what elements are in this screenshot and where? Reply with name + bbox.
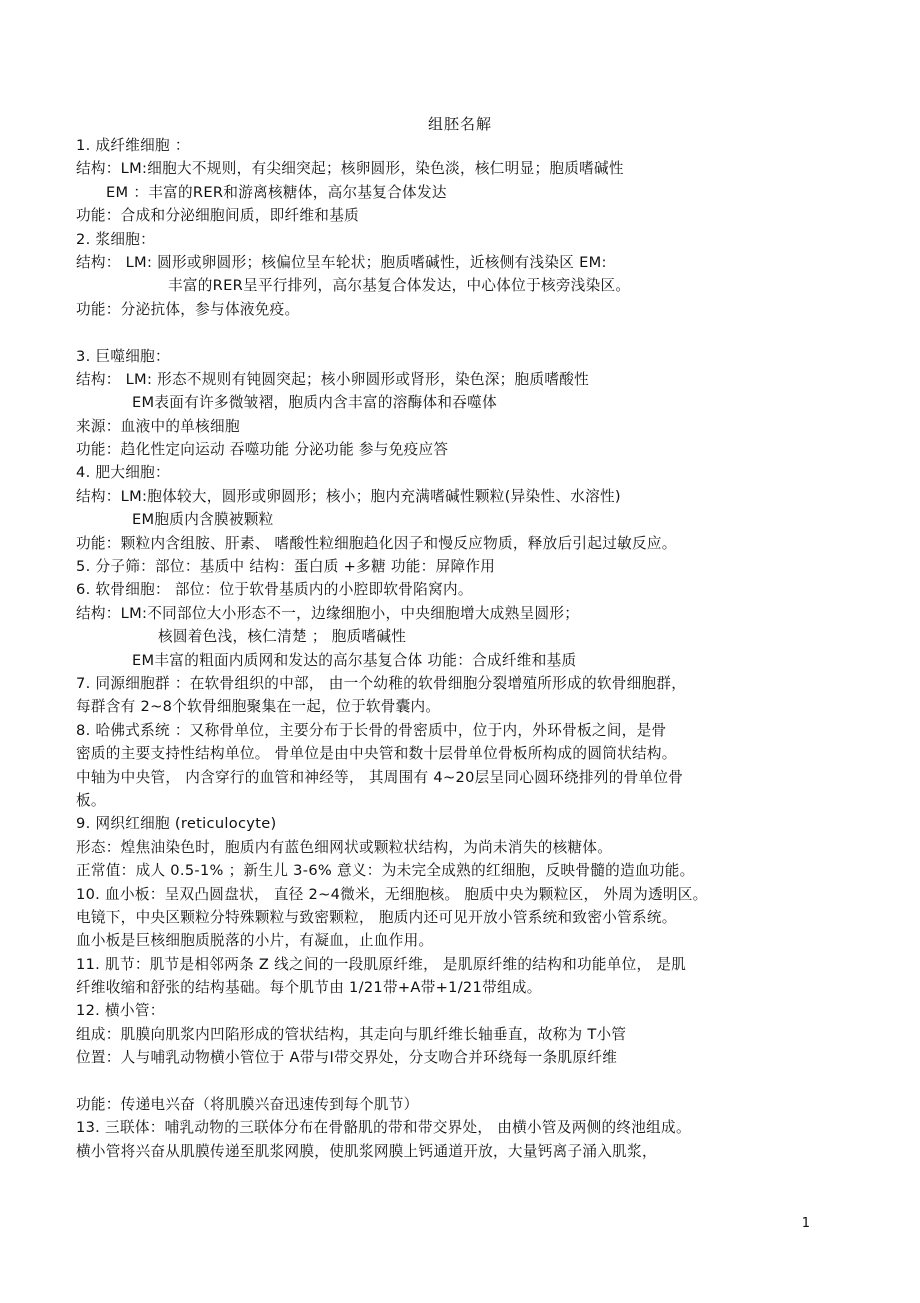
text-line: 功能：颗粒内含组胺、肝素、 嗜酸性粒细胞趋化因子和慢反应物质，释放后引起过敏反应。 [76, 534, 677, 552]
document-body [76, 134, 876, 1163]
text-line: 13. 三联体：哺乳动物的三联体分布在骨骼肌的带和带交界处， 由横小管及两侧的终池组成。 [76, 1119, 691, 1137]
text-line: 功能：合成和分泌细胞间质，即纤维和基质 [76, 207, 359, 225]
text-line: 中轴为中央管， 内含穿行的血管和神经等， 其周围有 4~20层呈同心圆环绕排列的骨单位骨 [76, 768, 684, 786]
text-line: 核圆着色浅，核仁清楚 ； 胞质嗜碱性 [158, 628, 407, 646]
page-number: 1 [801, 1216, 810, 1231]
text-line: EM表面有许多微皱褶，胞质内含丰富的溶酶体和吞噬体 [132, 394, 497, 412]
text-line: 9. 网织红细胞 (reticulocyte) [76, 815, 277, 833]
text-line: 密质的主要支持性结构单位。 骨单位是由中央管和数十层骨单位骨板所构成的圆筒状结构。 [76, 745, 677, 763]
text-line: 正常值：成人 0.5-1% ；新生儿 3-6% 意义：为未完全成熟的红细胞，反映骨髓的造血功能。 [76, 862, 695, 880]
text-line: EM ：丰富的RER和游离核糖体，高尔基复合体发达 [106, 183, 447, 201]
text-line: 功能：分泌抗体，参与体液免疫。 [76, 300, 300, 318]
text-line: 10. 血小板：呈双凸圆盘状， 直径 2~4微米，无细胞核。 胞质中央为颗粒区， 外周为透明区。 [76, 885, 708, 903]
text-line: EM胞质内含膜被颗粒 [132, 511, 274, 529]
text-line: 11. 肌节：肌节是相邻两条 Z 线之间的一段肌原纤维， 是肌原纤维的结构和功能单位， 是肌 [76, 955, 687, 973]
text-line: 丰富的RER呈平行排列，高尔基复合体发达，中心体位于核旁浅染区。 [168, 277, 631, 295]
text-line: EM丰富的粗面内质网和发达的高尔基复合体 功能：合成纤维和基质 [132, 651, 577, 669]
text-line: 板。 [76, 791, 106, 809]
text-line: 结构：LM:胞体较大，圆形或卵圆形；核小；胞内充满嗜碱性颗粒(异染性、水溶性) [76, 487, 621, 505]
page-title: 组胚名解 [427, 115, 492, 133]
blank-line [76, 1070, 876, 1093]
text-line: 功能：趋化性定向运动 吞噬功能 分泌功能 参与免疫应答 [76, 441, 449, 459]
blank-line [76, 321, 876, 344]
text-line: 结构：LM:细胞大不规则，有尖细突起；核卵圆形，染色淡，核仁明显；胞质嗜碱性 [76, 160, 624, 178]
text-line: 结构： LM: 圆形或卵圆形；核偏位呈车轮状；胞质嗜碱性，近核侧有浅染区 EM: [76, 253, 607, 271]
text-line: 3. 巨噬细胞： [76, 347, 170, 365]
text-line: 形态：煌焦油染色时，胞质内有蓝色细网状或颗粒状结构，为尚未消失的核糖体。 [76, 838, 613, 856]
text-line: 6. 软骨细胞： 部位：位于软骨基质内的小腔即软骨陷窝内。 [76, 581, 473, 599]
text-line: 1. 成纤维细胞 ： [76, 137, 190, 154]
text-line: 4. 肥大细胞： [76, 464, 170, 482]
text-line: 结构：LM:不同部位大小形态不一，边缘细胞小，中央细胞增大成熟呈圆形； [76, 604, 580, 622]
text-line: 电镜下，中央区颗粒分特殊颗粒与致密颗粒， 胞质内还可见开放小管系统和致密小管系统。 [76, 908, 677, 926]
text-line: 7. 同源细胞群 ：在软骨组织的中部， 由一个幼稚的软骨细胞分裂增殖所形成的软骨细胞群， [76, 674, 687, 692]
text-line: 位置：人与哺乳动物横小管位于 A带与I带交界处，分支吻合并环绕每一条肌原纤维 [76, 1049, 618, 1067]
text-line: 组成：肌膜向肌浆内凹陷形成的管状结构，其走向与肌纤维长轴垂直，故称为 T小管 [76, 1025, 627, 1043]
text-line: 结构： LM: 形态不规则有钝圆突起；核小卵圆形或肾形，染色深；胞质嗜酸性 [76, 370, 590, 388]
text-line: 来源：血液中的单核细胞 [76, 417, 240, 435]
text-line: 5. 分子筛：部位：基质中 结构：蛋白质 +多糖 功能：屏障作用 [76, 558, 496, 576]
text-line: 2. 浆细胞： [76, 230, 156, 248]
text-line: 横小管将兴奋从肌膜传递至肌浆网膜，使肌浆网膜上钙通道开放，大量钙离子涌入肌浆， [76, 1142, 657, 1160]
text-line: 血小板是巨核细胞质脱落的小片，有凝血，止血作用。 [76, 932, 434, 950]
text-line: 纤维收缩和舒张的结构基础。每个肌节由 1/21带+A带+1/21带组成。 [76, 979, 542, 997]
text-line: 8. 哈佛式系统 ：又称骨单位，主要分布于长骨的骨密质中，位于内，外环骨板之间，是骨 [76, 721, 667, 739]
text-line: 功能：传递电兴奋（将肌膜兴奋迅速传到每个肌节） [76, 1096, 419, 1114]
text-line: 每群含有 2~8个软骨细胞聚集在一起，位于软骨囊内。 [76, 698, 441, 716]
text-line: 12. 横小管： [76, 1002, 165, 1020]
